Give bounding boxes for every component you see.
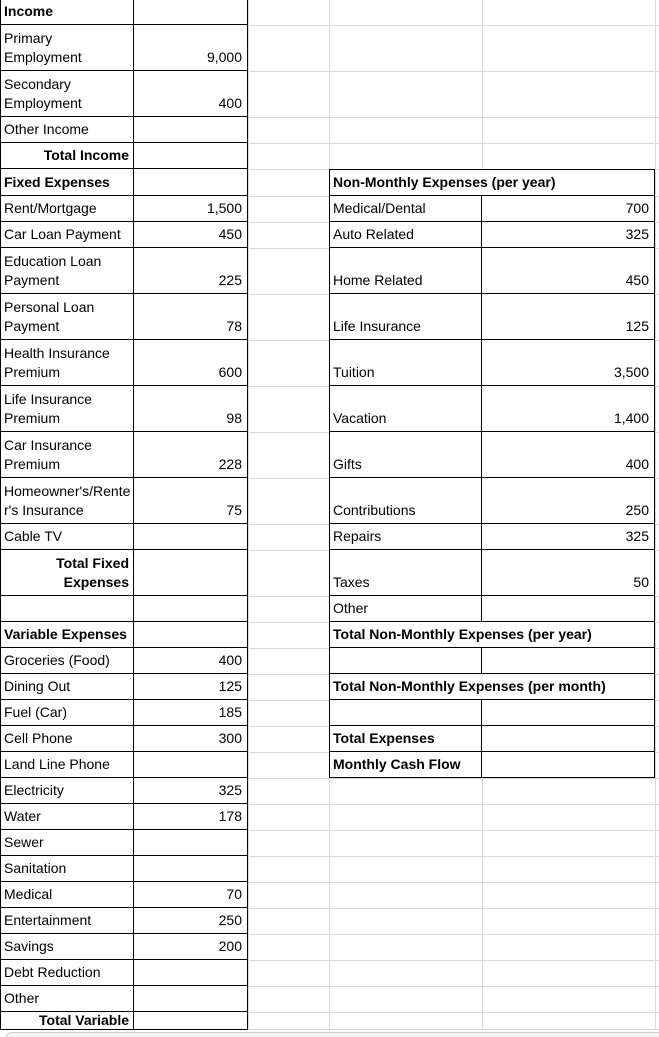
row-sewer xyxy=(1,830,248,856)
row-other-income xyxy=(1,117,248,143)
cell-variable-expenses[interactable]: Variable Expenses xyxy=(1,622,134,647)
row-repairs xyxy=(330,524,655,550)
cell-total-income[interactable]: Total Income xyxy=(1,143,134,168)
row-other xyxy=(330,596,655,622)
row-total-non-monthly-expenses-per-month xyxy=(330,674,655,700)
cell-other-value[interactable] xyxy=(134,986,248,1011)
cell-savings[interactable]: Savings xyxy=(1,934,134,959)
cell-income[interactable]: Income xyxy=(1,0,134,24)
cell-entertainment-value[interactable]: 250 xyxy=(134,908,248,933)
row-cable-tv xyxy=(1,524,248,550)
cell-fuel-car[interactable]: Fuel (Car) xyxy=(1,700,134,725)
cell-total-expenses-value[interactable] xyxy=(482,726,655,751)
cell-rent-mortgage[interactable]: Rent/Mortgage xyxy=(1,196,134,221)
row-education-loan-payment xyxy=(1,248,248,294)
row-entertainment xyxy=(1,908,248,934)
cell-water-value[interactable]: 178 xyxy=(134,804,248,829)
row-tuition xyxy=(330,340,655,386)
cell-home-related-value[interactable]: 450 xyxy=(482,248,655,293)
gridline-vertical xyxy=(655,0,656,1030)
row-dining-out xyxy=(1,674,248,700)
row-savings xyxy=(1,934,248,960)
cell-land-line-phone[interactable]: Land Line Phone xyxy=(1,752,134,777)
cell-primary-employment[interactable]: Primary Employment xyxy=(1,25,134,70)
row-other xyxy=(1,986,248,1012)
cell-taxes-value[interactable]: 50 xyxy=(482,550,655,595)
row-total-non-monthly-expenses-per-year xyxy=(330,622,655,648)
cell-monthly-cash-flow-value[interactable] xyxy=(482,752,655,777)
row-blank xyxy=(330,700,655,726)
cell-vacation-value[interactable]: 1,400 xyxy=(482,386,655,431)
cell-debt-reduction-value[interactable] xyxy=(134,960,248,985)
cell-repairs-value[interactable]: 325 xyxy=(482,524,655,549)
cell-dining-out[interactable]: Dining Out xyxy=(1,674,134,699)
row-contributions xyxy=(330,478,655,524)
cell-sanitation[interactable]: Sanitation xyxy=(1,856,134,881)
cell-water[interactable]: Water xyxy=(1,804,134,829)
row-monthly-cash-flow xyxy=(330,752,655,778)
row-water xyxy=(1,804,248,830)
cell-homeowner-s-renter-s-insurance[interactable]: Homeowner's/Renter's Insurance xyxy=(1,478,134,523)
cell-life-insurance-value[interactable]: 125 xyxy=(482,294,655,339)
row-blank xyxy=(1,596,248,622)
cell-total-non-monthly-expenses-per-month[interactable]: Total Non-Monthly Expenses (per month) xyxy=(330,674,655,699)
cell-electricity[interactable]: Electricity xyxy=(1,778,134,803)
cell-groceries-food[interactable]: Groceries (Food) xyxy=(1,648,134,673)
cell-sanitation-value[interactable] xyxy=(134,856,248,881)
cell-gifts-value[interactable]: 400 xyxy=(482,432,655,477)
cell-life-insurance-premium[interactable]: Life Insurance Premium xyxy=(1,386,134,431)
cell-cable-tv[interactable]: Cable TV xyxy=(1,524,134,549)
cell-blank[interactable] xyxy=(1,596,134,621)
row-fuel-car xyxy=(1,700,248,726)
cell-sewer-value[interactable] xyxy=(134,830,248,855)
cell-health-insurance-premium-value[interactable]: 600 xyxy=(134,340,248,385)
cell-repairs[interactable]: Repairs xyxy=(330,524,482,549)
cell-monthly-cash-flow[interactable]: Monthly Cash Flow xyxy=(330,752,482,777)
cell-other[interactable]: Other xyxy=(330,596,482,621)
cell-contributions-value[interactable]: 250 xyxy=(482,478,655,523)
cell-land-line-phone-value[interactable] xyxy=(134,752,248,777)
row-total-income xyxy=(1,143,248,169)
cell-variable-expenses-value[interactable] xyxy=(134,622,248,647)
row-variable-expenses xyxy=(1,622,248,648)
horizontal-scrollbar[interactable] xyxy=(5,1032,659,1037)
cell-cable-tv-value[interactable] xyxy=(134,524,248,549)
row-electricity xyxy=(1,778,248,804)
cell-cell-phone-value[interactable]: 300 xyxy=(134,726,248,751)
cell-total-variable[interactable]: Total Variable xyxy=(1,1012,134,1029)
cell-taxes[interactable]: Taxes xyxy=(330,550,482,595)
cell-health-insurance-premium[interactable]: Health Insurance Premium xyxy=(1,340,134,385)
row-debt-reduction xyxy=(1,960,248,986)
cell-debt-reduction[interactable]: Debt Reduction xyxy=(1,960,134,985)
cell-rent-mortgage-value[interactable]: 1,500 xyxy=(134,196,248,221)
cell-car-loan-payment-value[interactable]: 450 xyxy=(134,222,248,247)
row-land-line-phone xyxy=(1,752,248,778)
row-secondary-employment xyxy=(1,71,248,117)
cell-total-fixed-expenses-value[interactable] xyxy=(134,550,248,595)
row-total-variable xyxy=(1,1012,248,1030)
cell-car-loan-payment[interactable]: Car Loan Payment xyxy=(1,222,134,247)
cell-personal-loan-payment-value[interactable]: 78 xyxy=(134,294,248,339)
cell-other-income[interactable]: Other Income xyxy=(1,117,134,142)
cell-total-variable-value[interactable] xyxy=(134,1012,248,1029)
cell-blank[interactable] xyxy=(330,700,482,725)
cell-blank-value[interactable] xyxy=(482,648,655,673)
cell-car-insurance-premium[interactable]: Car Insurance Premium xyxy=(1,432,134,477)
cell-car-insurance-premium-value[interactable]: 228 xyxy=(134,432,248,477)
row-fixed-expenses xyxy=(1,169,248,196)
cell-other[interactable]: Other xyxy=(1,986,134,1011)
cell-vacation[interactable]: Vacation xyxy=(330,386,482,431)
cell-gifts[interactable]: Gifts xyxy=(330,432,482,477)
row-car-insurance-premium xyxy=(1,432,248,478)
cell-secondary-employment-value[interactable]: 400 xyxy=(134,71,248,116)
cell-auto-related[interactable]: Auto Related xyxy=(330,222,482,247)
row-auto-related xyxy=(330,222,655,248)
row-rent-mortgage xyxy=(1,196,248,222)
cell-tuition[interactable]: Tuition xyxy=(330,340,482,385)
cell-education-loan-payment[interactable]: Education Loan Payment xyxy=(1,248,134,293)
cell-total-non-monthly-expenses-per-year[interactable]: Total Non-Monthly Expenses (per year) xyxy=(330,622,655,647)
cell-medical-dental[interactable]: Medical/Dental xyxy=(330,196,482,221)
row-sanitation xyxy=(1,856,248,882)
cell-life-insurance[interactable]: Life Insurance xyxy=(330,294,482,339)
row-life-insurance xyxy=(330,294,655,340)
cell-total-expenses[interactable]: Total Expenses xyxy=(330,726,482,751)
cell-blank[interactable] xyxy=(330,648,482,673)
row-cell-phone xyxy=(1,726,248,752)
row-health-insurance-premium xyxy=(1,340,248,386)
cell-blank-value[interactable] xyxy=(482,700,655,725)
cell-income-value[interactable] xyxy=(134,0,248,24)
cell-sewer[interactable]: Sewer xyxy=(1,830,134,855)
cell-homeowner-s-renter-s-insurance-value[interactable]: 75 xyxy=(134,478,248,523)
row-taxes xyxy=(330,550,655,596)
cell-education-loan-payment-value[interactable]: 225 xyxy=(134,248,248,293)
cell-auto-related-value[interactable]: 325 xyxy=(482,222,655,247)
cell-electricity-value[interactable]: 325 xyxy=(134,778,248,803)
row-total-fixed-expenses xyxy=(1,550,248,596)
cell-total-fixed-expenses[interactable]: Total Fixed Expenses xyxy=(1,550,134,595)
cell-tuition-value[interactable]: 3,500 xyxy=(482,340,655,385)
cell-secondary-employment[interactable]: Secondary Employment xyxy=(1,71,134,116)
row-homeowner-s-renter-s-insurance xyxy=(1,478,248,524)
cell-home-related[interactable]: Home Related xyxy=(330,248,482,293)
row-home-related xyxy=(330,248,655,294)
cell-other-income-value[interactable] xyxy=(134,117,248,142)
cell-fixed-expenses[interactable]: Fixed Expenses xyxy=(1,169,134,195)
cell-blank-value[interactable] xyxy=(134,596,248,621)
row-income xyxy=(1,0,248,25)
row-vacation xyxy=(330,386,655,432)
cell-medical-dental-value[interactable]: 700 xyxy=(482,196,655,221)
row-blank xyxy=(330,648,655,674)
cell-life-insurance-premium-value[interactable]: 98 xyxy=(134,386,248,431)
row-medical-dental xyxy=(330,196,655,222)
cell-non-monthly-expenses-per-year[interactable]: Non-Monthly Expenses (per year) xyxy=(330,170,655,195)
row-primary-employment xyxy=(1,25,248,71)
row-life-insurance-premium xyxy=(1,386,248,432)
row-car-loan-payment xyxy=(1,222,248,248)
cell-primary-employment-value[interactable]: 9,000 xyxy=(134,25,248,70)
cell-other-value[interactable] xyxy=(482,596,655,621)
income-expenses-table xyxy=(0,0,248,1030)
row-gifts xyxy=(330,432,655,478)
cell-savings-value[interactable]: 200 xyxy=(134,934,248,959)
row-personal-loan-payment xyxy=(1,294,248,340)
cell-personal-loan-payment[interactable]: Personal Loan Payment xyxy=(1,294,134,339)
cell-groceries-food-value[interactable]: 400 xyxy=(134,648,248,673)
gridline-vertical xyxy=(248,0,249,1030)
cell-medical[interactable]: Medical xyxy=(1,882,134,907)
cell-cell-phone[interactable]: Cell Phone xyxy=(1,726,134,751)
cell-total-income-value[interactable] xyxy=(134,143,248,168)
non-monthly-expenses-table xyxy=(329,169,655,778)
row-non-monthly-expenses-per-year xyxy=(330,170,655,196)
row-groceries-food xyxy=(1,648,248,674)
cell-fixed-expenses-value[interactable] xyxy=(134,169,248,195)
cell-fuel-car-value[interactable]: 185 xyxy=(134,700,248,725)
cell-entertainment[interactable]: Entertainment xyxy=(1,908,134,933)
row-total-expenses xyxy=(330,726,655,752)
cell-dining-out-value[interactable]: 125 xyxy=(134,674,248,699)
cell-medical-value[interactable]: 70 xyxy=(134,882,248,907)
cell-contributions[interactable]: Contributions xyxy=(330,478,482,523)
row-medical xyxy=(1,882,248,908)
